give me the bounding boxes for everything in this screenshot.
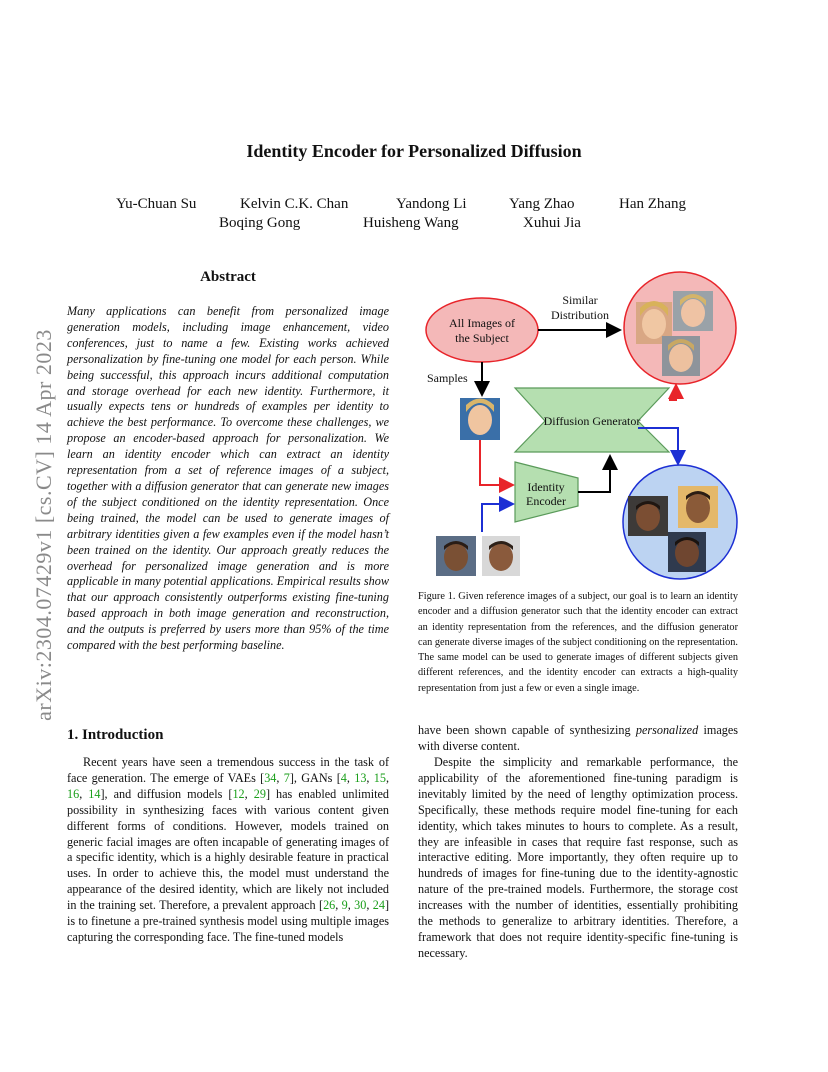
paper-title: Identity Encoder for Personalized Diffusion [246,141,582,161]
citation-link[interactable]: 24 [372,898,385,913]
citation-link[interactable]: 34 [264,770,277,785]
citation-link[interactable]: 29 [253,786,266,801]
all-images-label: All Images of [449,316,515,330]
identity-encoder-label: Encoder [526,494,566,508]
samples-label: Samples [427,371,468,385]
abstract-heading: Abstract [200,269,256,285]
author-name: Han Zhang [619,196,687,212]
generated-face-image [628,496,668,536]
author-name: Yandong Li [396,196,467,212]
sample-face-image [460,398,500,440]
citation-link[interactable]: 14 [88,786,101,801]
generated-face-image [678,486,718,528]
figure-1-diagram [414,270,744,582]
author-name: Boqing Gong [219,215,301,231]
similar-distribution-label: Distribution [550,308,610,322]
section-heading-introduction: 1. Introduction [67,727,164,743]
citation-link[interactable]: 13 [354,770,367,785]
citation-link[interactable]: 16 [67,786,80,801]
author-name: Huisheng Wang [363,215,459,231]
citation-link[interactable]: 4 [340,770,347,785]
similar-distribution-label: Similar [562,293,598,307]
face-image [662,336,700,376]
intro-paragraph-1-continued: have been shown capable of synthesizing personalized images with diverse content. [418,723,738,753]
citation-link[interactable]: 26 [323,898,336,913]
arxiv-identifier: arXiv:2304.07429v1 [cs.CV] 14 Apr 2023 [31,329,56,721]
citation-link[interactable]: 30 [354,898,367,913]
author-name: Xuhui Jia [523,215,581,231]
generated-face-image [668,532,706,572]
diffusion-generator-label: Diffusion Generator [543,414,641,428]
author-name: Yu-Chuan Su [116,196,197,212]
citation-link[interactable]: 7 [283,770,290,785]
face-image [673,291,713,331]
abstract-text: Many applications can benefit from personalized image generation models, including image enhancement, video conferences, just to name a few. Existing works achieved personalization by fine-tuning one model for each person. While being successful, this approach incurs additional computation and storage overhead for each new identity. Furthermore, it usually expects tens or hundreds of examples per identity to achieve the best performance. To overcome these challenges, we propose an encoder-based approach for personalization. We learn an identity encoder which can extract an identity representation from a set of reference images of a subject, together with a diffusion generator that can generate new images of the subject conditioned on the identity representation. Once being trained, the model can be used to generate images of arbitrary identities given a few examples even if the model hasn’t been trained on the identity. Our approach greatly reduces the overhead for personalized image generation and is more applicable in many potential applications. Empirical results show that our approach consistently outperforms existing fine-tuning based approach in both image generation and reconstruction, and the outputs is preferred by users more than 95% of the time compared with the best performing baseline. [67,304,389,653]
reference-face-image [436,536,476,576]
reference-face-image [482,536,520,576]
all-images-node [426,298,538,362]
author-name: Yang Zhao [509,196,575,212]
citation-link[interactable]: 9 [341,898,348,913]
figure-1-caption: Figure 1. Given reference images of a subject, our goal is to learn an identity encoder and a diffusion generator such that the identity encoder can extract an identity representation from the references, and the diffusion generator can generate diverse images of the subject conditioning on the representation. The same model can be used to generate images of different subjects given different references, and the identity encoder can extracts a high-quality representation from just a few or even a single image. [418,591,738,694]
intro-paragraph-2: Despite the simplicity and remarkable performance, the applicability of the aforementioned fine-tuning paradigm is inevitably limited by the need of lengthy optimization process. Specifically, these methods require model fine-tuning for each identity, which takes minutes to hours to complete. As a result, they are infeasible in cases that require fast response, such as interactive editing. More importantly, they often require up to hundreds of images for fine-tuning due to the identity-agnostic nature of the pre-trained models. Furthermore, the storage cost increases with the number of identities, essentially prohibiting the methods to generalize to arbitrary identities. Therefore, a framework that does not require identity-specific fine-tuning is necessary. [418,755,738,960]
all-images-label: the Subject [455,331,509,345]
citation-link[interactable]: 12 [232,786,245,801]
identity-encoder-label: Identity [527,480,565,494]
author-name: Kelvin C.K. Chan [240,196,349,212]
citation-link[interactable]: 15 [373,770,386,785]
intro-paragraph-1: Recent years have seen a tremendous success in the task of face generation. The emerge of VAEs [34, 7], GANs [4, 13, 15, 16, 14], and diffusion models [12, 29] has enabled unlimited possibility in synthesizing faces with various content given different forms of conditions. However, models trained on generic facial images are often incapable of generating images of a specific identity, which is a highly desirable feature in practical uses. In order to achieve this, the model must understand the appearance of the desired identity, which are likely not included in the training set. Therefore, a prevalent approach [26, 9, 30, 24] is to finetune a pre-trained synthesis model using multiple images capturing the corresponding face. The fine-tuned models [67,755,390,944]
